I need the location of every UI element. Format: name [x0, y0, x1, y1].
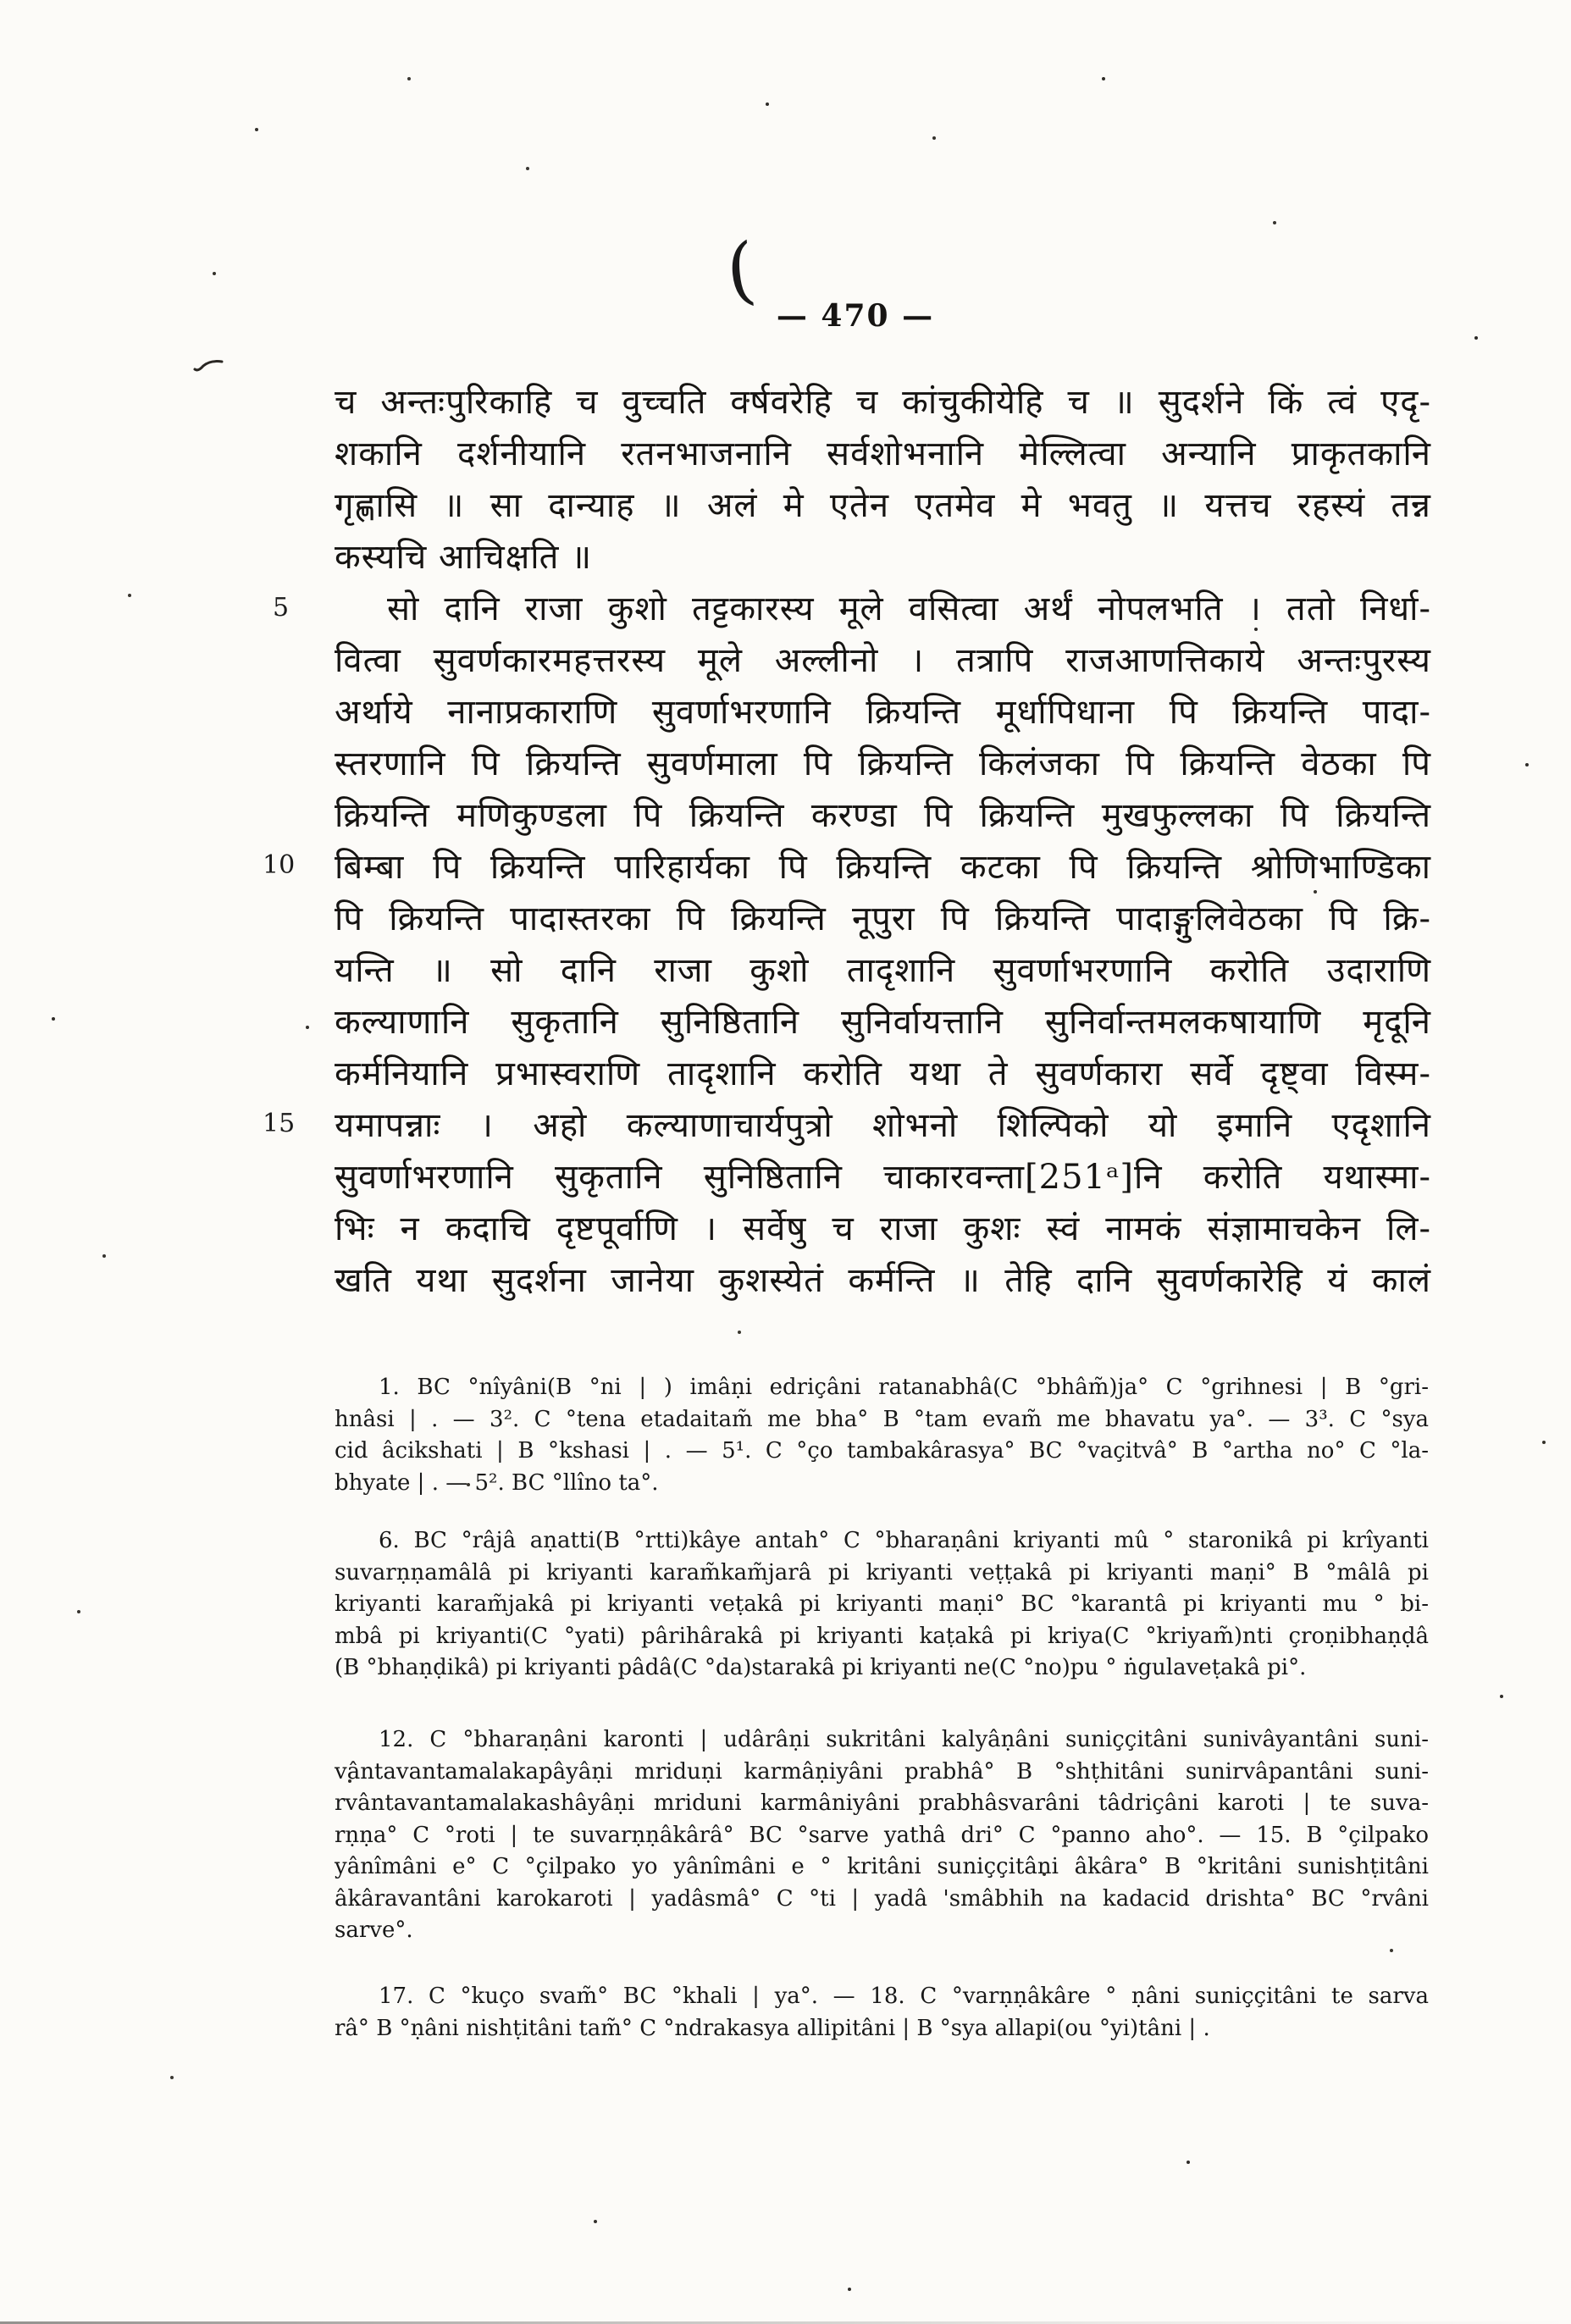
- footnote-line: 6. BC °râjâ aṇatti(B °rtti)kâye antah° C °bharaṇâni kriyanti mû ° staronikâ pi krîyanti: [379, 1528, 1429, 1553]
- footnote-line: hnâsi | . — 3². C °tena etadaitam̃ me bha° B °tam evam̃ me bhavatu ya°. — 3³. C °sya: [335, 1406, 1429, 1432]
- body-line: सुवर्णाभरणानि सुकृतानि सुनिष्ठितानि चाकारवन्ता[251ᵃ]नि करोति यथास्मा-: [335, 1158, 1431, 1197]
- main-text-block: [335, 377, 1431, 1307]
- footnote-block-12: [335, 1724, 1429, 1947]
- body-line: यमापन्नाः । अहो कल्याणाचार्यपुत्रो शोभनो शिल्पिको यो इमानि एदृशानि: [335, 1106, 1431, 1145]
- body-line: कल्याणानि सुकृतानि सुनिष्ठितानि सुनिर्वायत्तानि सुनिर्वान्तमलकषायाणि मृदूनि: [335, 1003, 1431, 1042]
- footnote-line: 17. C °kuço svam̃° BC °khali | ya°. — 18. C °varṇṇâkâre ° ṇâni suniççitâni te sarva: [379, 1984, 1429, 2009]
- body-line: स्तरणानि पि क्रियन्ति सुवर्णमाला पि क्रियन्ति किलंजका पि क्रियन्ति वेठका पि: [335, 744, 1431, 783]
- pen-mark: [193, 356, 232, 374]
- body-line: क्रियन्ति मणिकुण्डला पि क्रियन्ति करण्डा पि क्रियन्ति मुखफुल्लका पि क्रियन्ति: [335, 796, 1431, 835]
- body-line: गृह्णासि ॥ सा दान्याह ॥ अलं मे एतेन एतमेव मे भवतु ॥ यत्तच रहस्यं तन्न: [335, 486, 1431, 525]
- body-line: अर्थाये नानाप्रकाराणि सुवर्णाभरणानि क्रियन्ति मूर्धापिधाना पि क्रियन्ति पादा-: [335, 693, 1431, 732]
- body-line: च अन्तःपुरिकाहि च वुच्चति वर्षवरेहि च कांचुकीयेहि च ॥ सुदर्शने किं त्वं एदृ-: [335, 383, 1431, 422]
- footnote-line: 1. BC °nîyâni(B °ni | ) imâṇi edriçâni ratanabhâ(C °bhâm̃)ja° C °grihnesi | B °gri-: [379, 1375, 1429, 1400]
- body-line: यन्ति ॥ सो दानि राजा कुशो तादृशानि सुवर्णाभरणानि करोति उदाराणि: [335, 951, 1431, 990]
- footnote-line: 12. C °bharaṇâni karonti | udârâṇi sukritâni kalyâṇâni suniççitâni sunivâyantâni suni-: [379, 1727, 1429, 1752]
- footnote-block-17: [335, 1981, 1429, 2045]
- body-line: शकानि दर्शनीयानि रतनभाजनानि सर्वशोभनानि मेल्लित्वा अन्यानि प्राकृतकानि: [335, 434, 1431, 473]
- margin-line-number-10: 10: [263, 850, 296, 880]
- footnote-line: vântavantamalakapâyâṇi mriduṇi karmâṇiyâni prabhâ° B °shṭhitâni sunirvâpantâni suni-: [335, 1758, 1429, 1784]
- footnote-line: bhyate | . — 5². BC °llîno ta°.: [335, 1469, 659, 1496]
- footnote-line: (B °bhaṇḍikâ) pi kriyanti pâdâ(C °da)starakâ pi kriyanti ne(C °no)pu ° ṅgulaveṭakâ pi°.: [335, 1655, 1307, 1680]
- body-line: बिम्बा पि क्रियन्ति पारिहार्यका पि क्रियन्ति कटका पि क्रियन्ति श्रोणिभाण्डिका: [335, 848, 1431, 887]
- body-line: सो दानि राजा कुशो तट्टकारस्य मूले वसित्वा अर्थं नोपलभति । ततो निर्धा-: [387, 589, 1431, 628]
- body-line: पि क्रियन्ति पादास्तरका पि क्रियन्ति नूपुरा पि क्रियन्ति पादाङ्गुलिवेठका पि क्रि-: [335, 899, 1431, 938]
- footnote-line: râ° B °ṇâni nishṭitâni tam̃° C °ndrakasya allipitâni | B °sya allapi(ou °yi)tâni | .: [335, 2015, 1210, 2041]
- stray-paren-mark: (: [722, 227, 760, 315]
- footnote-block-1: [335, 1372, 1429, 1499]
- margin-line-number-5: 5: [273, 593, 290, 622]
- footnote-line: mbâ pi kriyanti(C °yati) pârihârakâ pi kriyanti kaṭakâ pi kriya(C °kriyam̃)nti çroṇibhaṇḍâ: [335, 1623, 1429, 1649]
- footnote-line: kriyanti karam̃jakâ pi kriyanti veṭakâ pi kriyanti maṇi° BC °karantâ pi kriyanti mu ° bi-: [335, 1591, 1429, 1617]
- footnote-line: âkâravantâni karokaroti | yadâsmâ° C °ti | yadâ 'smâbhih na kadacid drishta° BC °rvâni: [335, 1885, 1429, 1912]
- scan-noise: [0, 0, 2, 2]
- footnote-line: rṇṇa° C °roti | te suvarṇṇâkârâ° BC °sarve yathâ dri° C °panno aho°. — 15. B °çilpako: [335, 1822, 1429, 1848]
- body-line: भिः न कदाचि दृष्टपूर्वाणि । सर्वेषु च राजा कुशः स्वं नामकं संज्ञामाचकेन लि-: [335, 1209, 1431, 1248]
- footnote-line: cid âcikshati | B °kshasi | . — 5¹. C °ço tambakârasya° BC °vaçitvâ° B °artha no° C °la-: [335, 1438, 1429, 1464]
- footnote-line: yânîmâni e° C °çilpako yo yânîmâni e ° kritâni suniççitâni âkâra° B °kritâni sunishṭitâni: [335, 1854, 1429, 1879]
- body-line: खति यथा सुदर्शना जानेया कुशस्येतं कर्मन्ति ॥ तेहि दानि सुवर्णकारेहि यं कालं: [335, 1261, 1431, 1300]
- body-line: वित्वा सुवर्णकारमहत्तरस्य मूले अल्लीनो । तत्रापि राजआणत्तिकाये अन्तःपुरस्य: [335, 641, 1431, 680]
- footnote-line: rvântavantamalakashâyâṇi mriduni karmâniyâni prabhâsvarâni tâdriçâni karoti | te suva-: [335, 1790, 1429, 1816]
- footnote-line: suvarṇṇamâlâ pi kriyanti karam̃kam̃jarâ pi kriyanti veṭṭakâ pi kriyanti maṇi° B °mâlâ pi: [335, 1559, 1429, 1585]
- page-number: — 470 —: [776, 298, 935, 334]
- footnote-line: sarve°.: [335, 1917, 413, 1943]
- body-line: कस्यचि आचिक्षति ॥: [335, 538, 593, 577]
- body-line: कर्मनियानि प्रभास्वराणि तादृशानि करोति यथा ते सुवर्णकारा सर्वे दृष्ट्वा विस्म-: [335, 1054, 1431, 1093]
- margin-line-number-15: 15: [263, 1109, 296, 1138]
- footnote-block-6: [335, 1525, 1429, 1685]
